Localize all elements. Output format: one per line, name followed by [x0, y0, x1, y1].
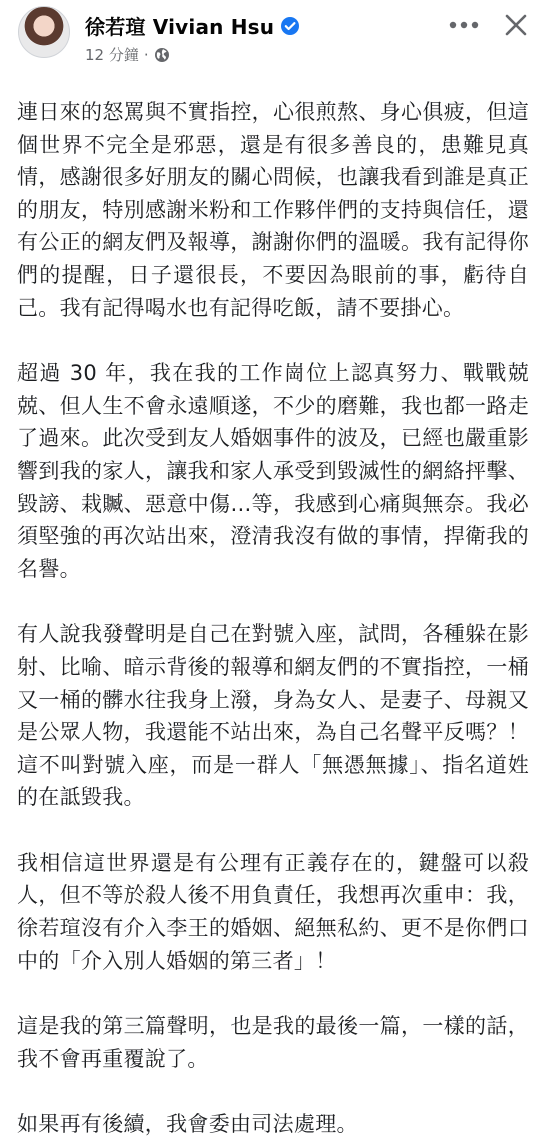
close-icon — [504, 13, 528, 37]
post-text — [17, 96, 529, 1141]
post-meta — [85, 44, 170, 65]
post-paragraph: 如果再有後續，我會委由司法處理。 — [17, 1112, 358, 1137]
post-header — [0, 0, 543, 72]
more-horizontal-icon — [449, 21, 479, 29]
post-paragraph: 這是我的第三篇聲明，也是我的最後一篇，一樣的話，我不會再重覆說了。 — [17, 1014, 529, 1071]
author-name[interactable]: 徐若瑄 Vivian Hsu — [85, 15, 275, 39]
close-button[interactable] — [496, 5, 536, 45]
verified-badge-icon — [280, 16, 300, 36]
more-options-button[interactable] — [446, 9, 482, 41]
author-avatar[interactable] — [18, 6, 70, 58]
post-timestamp[interactable]: 12 分鐘 — [85, 46, 139, 64]
meta-separator: · — [143, 45, 149, 64]
post-paragraph: 連日來的怒罵與不實指控，心很煎熬、身心俱疲，但這個世界不完全是邪惡，還是有很多善良的，患難見真情，感謝很多好朋友的關心問候，也讓我看到誰是真正的朋友，特別感謝米粉和工作夥伴們的支持與信任，還有公正的網友們及報導，謝謝你們的溫暖。我有記得你們的提醒，日子還很長，不要因為眼前的事，虧待自己。我有記得喝水也有記得吃飯，請不要掛心。 — [17, 100, 529, 320]
post-paragraph: 超過 30 年，我在我的工作崗位上認真努力、戰戰兢兢、但人生不會永遠順遂，不少的磨難，我也都一路走了過來。此次受到友人婚姻事件的波及，已經也嚴重影響到我的家人，讓我和家人承受到毀滅性的網絡抨擊、毀謗、栽贓、惡意中傷…等，我感到心痛與無奈。我必須堅強的再次站出來，澄清我沒有做的事情，捍衛我的名譽。 — [17, 361, 529, 581]
post-paragraph: 有人說我發聲明是自己在對號入座，試問，各種躲在影射、比喻、暗示背後的報導和網友們的不實指控，一桶又一桶的髒水往我身上潑，身為女人、是妻子、母親又是公眾人物，我還能不站出來，為自己名聲平反嗎？！這不叫對號入座，而是一群人「無憑無據」、指名道姓的在詆毀我。 — [17, 622, 529, 810]
author-name-row — [85, 11, 300, 40]
post-paragraph: 我相信這世界還是有公理有正義存在的，鍵盤可以殺人，但不等於殺人後不用負責任，我想再次重申：我，徐若瑄沒有介入李王的婚姻、絕無私約、更不是你們口中的「介入別人婚姻的第三者」！ — [17, 850, 529, 973]
globe-icon[interactable] — [154, 47, 170, 63]
